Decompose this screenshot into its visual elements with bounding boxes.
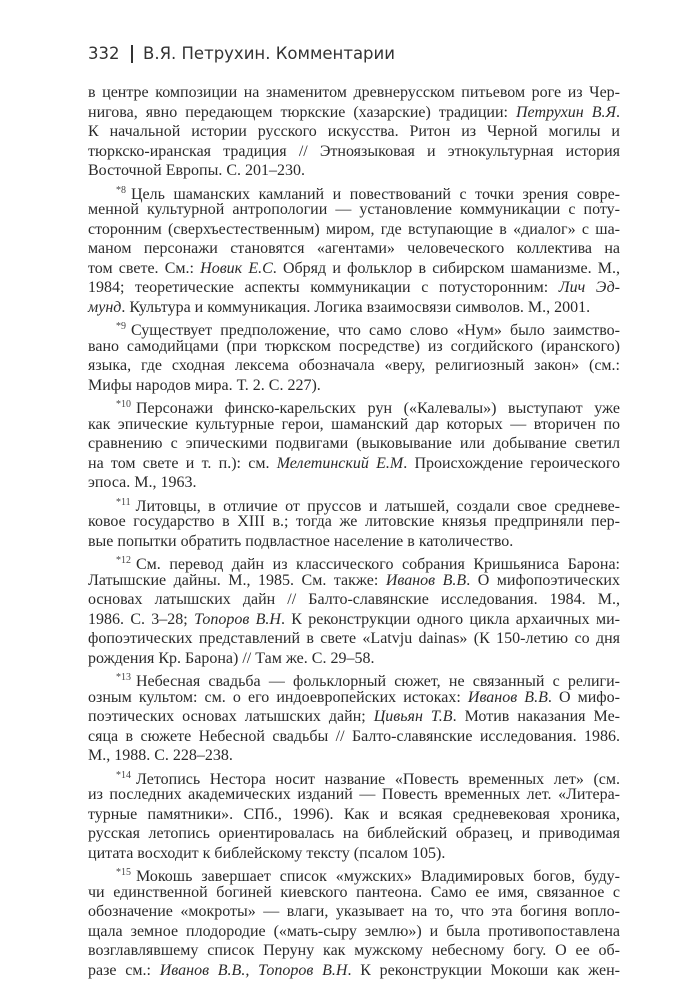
- text-line: [88, 668, 620, 688]
- footnote-marker: *11: [116, 496, 131, 508]
- citation-author: Петрухин В.Я: [516, 103, 617, 121]
- text-segment: как эпические культурные герои, шаманский дар которых — вторичен по: [88, 415, 620, 433]
- text-line: [88, 551, 620, 571]
- text-line: [88, 688, 620, 708]
- text-line: [88, 395, 620, 415]
- text-segment: русская летопись ориентировалась на библейский образец, и приводимая: [88, 825, 620, 842]
- text-line: [88, 571, 620, 591]
- citation-author: Мелетинский Е.М: [276, 454, 404, 472]
- citation-author: Иванов В.В., Топоров В.Н: [159, 961, 348, 979]
- footnote: [88, 395, 620, 493]
- text-line: [88, 649, 620, 669]
- text-segment: чи единственной богиней киевского пантеона. Само ее имя, связанное с: [88, 883, 620, 901]
- text-segment: . Мотив наказания Ме-: [452, 708, 621, 725]
- header-divider: [131, 45, 134, 63]
- text-segment: Небесная свадьба — фольклорный сюжет, не связанный с религи-: [136, 673, 620, 690]
- text-segment: Мокошь завершает список «мужских» Владимировых богов, буду-: [136, 868, 620, 885]
- text-segment: вано самодийцами (при тюркском посредстве) из согдийского (иранского): [88, 337, 620, 355]
- text-line: [88, 103, 620, 123]
- text-segment: . К реконструкции Мокоши как жен-: [347, 961, 620, 979]
- text-line: [88, 590, 620, 610]
- text-line: [88, 181, 620, 201]
- text-segment: Существует предположение, что само слово «Нум» было заимство-: [131, 322, 620, 339]
- text-segment: Восточной Европы. С. 201–230.: [88, 162, 306, 179]
- footnote-marker: *8: [116, 184, 126, 196]
- text-segment: .: [616, 103, 621, 121]
- citation-author: мунд: [88, 298, 122, 316]
- text-line: [88, 298, 620, 318]
- text-segment: возглавлявшему список Перуну как мужскому небесному богу. О ее об-: [88, 942, 620, 959]
- text-line: [88, 746, 620, 766]
- text-segment: 1984; теоретические аспекты коммуникации с потусторонним:: [88, 279, 559, 296]
- footnote-marker: *15: [116, 867, 131, 878]
- footnote-marker: *13: [116, 672, 131, 683]
- text-line: [88, 727, 620, 747]
- text-segment: вые попытки обратить подвластное население в католичество.: [88, 532, 514, 550]
- text-line: [88, 707, 620, 727]
- text-segment: щала земное плодородие («мать-сыру землю») и была противопоставлена: [88, 922, 620, 940]
- text-segment: . О мифопоэтических: [466, 571, 620, 589]
- footnote: [88, 863, 620, 980]
- text-segment: цитата восходит к библейскому тексту (псалом 105).: [88, 844, 446, 862]
- text-line: [88, 220, 620, 240]
- text-segment: том свете. См.:: [88, 259, 201, 277]
- running-title: В.Я. Петрухин. Комментарии: [143, 44, 395, 63]
- text-segment: 1986. С. 3–28;: [88, 610, 195, 628]
- running-header: [88, 44, 395, 63]
- text-segment: Персонажи финско-карельских рун («Калевалы») выступают уже: [136, 400, 620, 417]
- text-line: [88, 415, 620, 435]
- text-line: [88, 239, 620, 259]
- text-segment: Цель шаманских камланий и повествований с точки зрения совре-: [131, 185, 620, 203]
- text-segment: из последних академических изданий — Повесть временных лет. «Литера-: [88, 786, 620, 803]
- text-line: [88, 142, 620, 162]
- text-segment: сторонним (сверхъестественным) миром, где вступающие в «диалог» с ша-: [88, 220, 620, 238]
- text-segment: на том свете и т. п.): см.: [88, 454, 277, 472]
- citation-author: Цивьян Т.В: [373, 708, 453, 725]
- text-line: [88, 454, 620, 474]
- text-line: [88, 844, 620, 864]
- text-line: [88, 961, 620, 981]
- text-segment: . Культура и коммуникация. Логика взаимосвязи символов. М., 2001.: [121, 298, 591, 316]
- citation-author: Иванов В.В: [385, 571, 467, 589]
- text-line: [88, 824, 620, 844]
- text-line: [88, 805, 620, 825]
- text-line: [88, 629, 620, 649]
- text-segment: рождения Кр. Барона) // Там же. С. 29–58.: [88, 649, 375, 667]
- paragraph: [88, 83, 620, 181]
- footnote-marker: *10: [116, 399, 131, 410]
- text-segment: ковое государство в XIII в.; тогда же литовские князья предприняли пер-: [88, 513, 620, 530]
- text-line: [88, 532, 620, 552]
- text-segment: основах латышских дайн // Балто-славянские исследования. 1984. М.,: [88, 591, 620, 608]
- text-segment: тюркско-иранская традиция // Этноязыковая и этнокультурная история: [88, 142, 620, 160]
- text-line: [88, 473, 620, 493]
- text-segment: См. перевод дайн из классического собрания Кришьяниса Барона:: [136, 556, 620, 573]
- text-segment: М., 1988. С. 228–238.: [88, 747, 233, 764]
- text-segment: сравнению с эпическими подвигами (выковывание или добывание светил: [88, 435, 620, 452]
- footnote: [88, 766, 620, 864]
- text-segment: менной культурной антропологии — установление коммуникации с поту-: [88, 201, 620, 218]
- text-segment: Литовцы, в отличие от пруссов и латышей, создали свое средневе-: [135, 497, 620, 515]
- text-segment: Мифы народов мира. Т. 2. С. 227).: [88, 376, 321, 394]
- text-segment: Латышские дайны. М., 1985. См. также:: [88, 571, 386, 589]
- text-line: [88, 922, 620, 942]
- text-segment: . Происхождение героического: [403, 454, 620, 472]
- footnote: [88, 493, 620, 552]
- page-number: 332: [88, 44, 120, 63]
- footnote: [88, 317, 620, 395]
- text-line: [88, 610, 620, 630]
- text-segment: обозначение «мокроты» — влаги, указывает на то, что эта богиня вопло-: [88, 903, 620, 920]
- text-line: [88, 941, 620, 961]
- text-segment: маном персонажи становятся «агентами» человеческого коллектива на: [88, 240, 620, 257]
- text-line: [88, 512, 620, 532]
- text-line: [88, 785, 620, 805]
- text-line: [88, 317, 620, 337]
- text-segment: . Обряд и фольклор в сибирском шаманизме. М.,: [272, 259, 621, 277]
- text-segment: в центре композиции на знаменитом древнерусском питьевом роге из Чер-: [88, 84, 620, 101]
- text-line: [88, 493, 620, 513]
- text-segment: поэтических основах латышских дайн;: [88, 708, 374, 725]
- text-segment: озным культом: см. о его индоевропейских истоках:: [88, 688, 468, 706]
- text-line: [88, 766, 620, 786]
- citation-author: Лич Эд-: [558, 279, 620, 296]
- text-line: [88, 337, 620, 357]
- text-line: [88, 122, 620, 142]
- citation-author: Новик Е.С: [200, 259, 273, 277]
- text-line: [88, 259, 620, 279]
- text-line: [88, 434, 620, 454]
- text-line: [88, 376, 620, 396]
- text-line: [88, 278, 620, 298]
- page-body: [88, 83, 620, 980]
- text-segment: турные памятники». СПб., 1996). Как и всякая средневековая хроника,: [88, 805, 620, 823]
- text-segment: эпоса. М., 1963.: [88, 474, 197, 491]
- footnote-marker: *14: [116, 769, 131, 781]
- text-segment: . О мифо-: [547, 688, 621, 706]
- text-segment: Летопись Нестора носит название «Повесть временных лет» (см.: [136, 770, 620, 788]
- text-segment: К начальной истории русского искусства. Ритон из Черной могилы и: [88, 123, 620, 140]
- text-line: [88, 356, 620, 376]
- footnote-marker: *9: [116, 321, 126, 332]
- footnote-marker: *12: [116, 555, 131, 566]
- text-line: [88, 883, 620, 903]
- footnote: [88, 551, 620, 668]
- footnote: [88, 181, 620, 318]
- text-segment: . К реконструкции одного цикла архаичных ми-: [280, 610, 620, 628]
- text-line: [88, 200, 620, 220]
- text-line: [88, 83, 620, 103]
- text-line: [88, 161, 620, 181]
- citation-author: Иванов В.В: [467, 688, 548, 706]
- footnote: [88, 668, 620, 766]
- text-segment: фопоэтических представлений в свете «Latvju dainas» (К 150-летию со дня: [88, 630, 620, 647]
- text-line: [88, 863, 620, 883]
- text-segment: языка, где сходная лексема обозначала «веру, религиозный закон» (см.:: [88, 357, 620, 374]
- text-segment: разе см.:: [88, 961, 160, 979]
- text-line: [88, 902, 620, 922]
- citation-author: Топоров В.Н: [194, 610, 281, 628]
- text-segment: сяца в сюжете Небесной свадьбы // Балто-славянские исследования. 1986.: [88, 727, 620, 745]
- text-segment: нигова, явно передающем тюркские (хазарские) традиции:: [88, 103, 516, 121]
